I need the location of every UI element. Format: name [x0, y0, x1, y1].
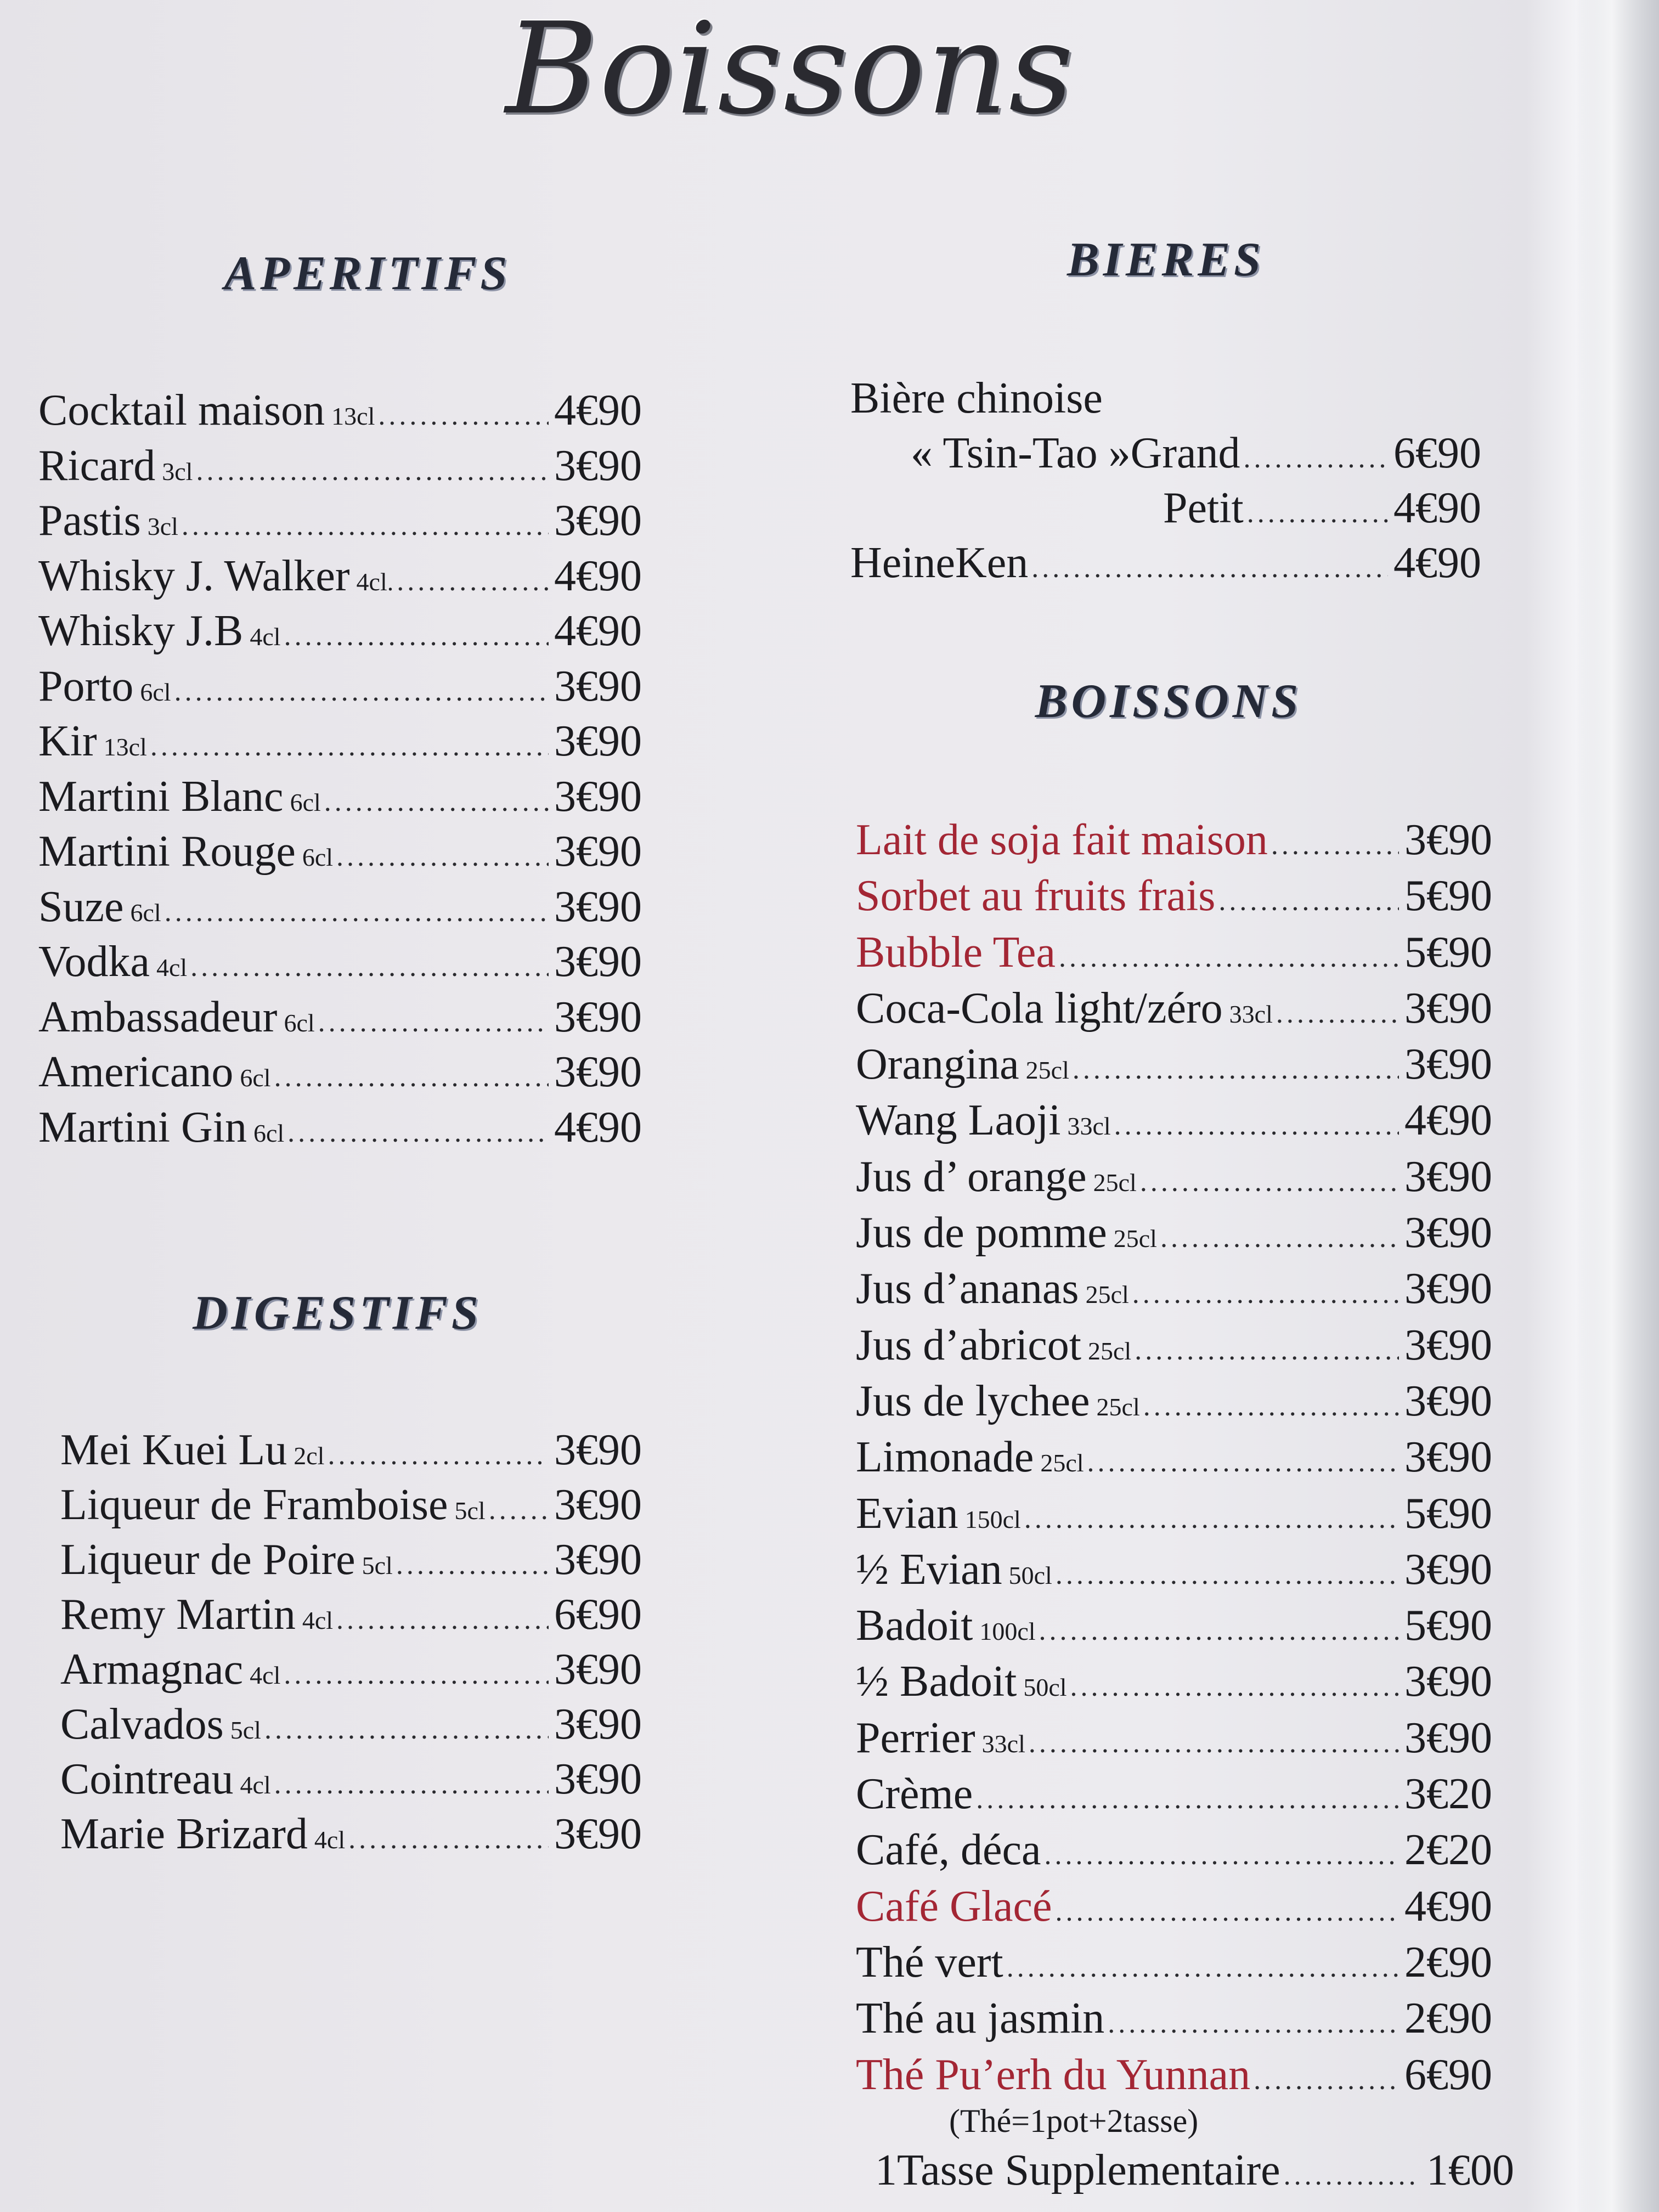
menu-item-row: [60, 1428, 642, 1483]
leader-dots: [174, 678, 549, 706]
item-volume: 33cl: [1067, 1112, 1111, 1141]
leader-dots: [1140, 1168, 1399, 1197]
item-name: Vodka: [38, 938, 150, 986]
item-price: 2€20: [1404, 1826, 1492, 1875]
tsingtao-petit-row: [1163, 486, 1481, 530]
item-volume: 33cl: [1229, 1000, 1273, 1028]
item-price: 3€90: [554, 1700, 642, 1748]
menu-item-row: [38, 1050, 642, 1105]
menu-item-row: [856, 874, 1492, 930]
item-price: 3€90: [1404, 816, 1492, 864]
item-name: Jus d’ orange: [856, 1152, 1087, 1201]
item-price: 3€90: [554, 992, 642, 1041]
item-volume: 5cl: [230, 1716, 261, 1744]
item-price: 5€90: [1404, 872, 1492, 921]
menu-item-row: [60, 1757, 642, 1812]
item-price: 2€90: [1404, 1994, 1492, 2043]
page-edge: [1580, 0, 1659, 2212]
item-volume: 25cl: [1040, 1449, 1084, 1477]
leader-dots: [150, 732, 549, 761]
item-volume: 4cl: [250, 623, 281, 651]
item-name: Porto: [38, 662, 134, 710]
leader-dots: [1284, 2162, 1421, 2190]
item-price: 3€90: [554, 717, 642, 765]
item-name: Perrier: [856, 1713, 975, 1762]
item-name: Thé vert: [856, 1938, 1003, 1987]
menu-item-row: [856, 1098, 1492, 1154]
menu-item-row: [856, 818, 1492, 874]
item-name: Marie Brizard: [60, 1810, 308, 1858]
leader-dots: [336, 1606, 549, 1634]
leader-dots: [396, 1551, 549, 1579]
item-name: Martini Blanc: [38, 772, 284, 821]
item-price: 3€90: [554, 827, 642, 876]
item-price: 3€90: [554, 496, 642, 545]
item-price: 6€90: [554, 1590, 642, 1639]
item-name: Kir: [38, 717, 97, 765]
item-volume: 6cl: [284, 1008, 315, 1037]
item-price: 3€90: [554, 1755, 642, 1803]
item-name: Calvados: [60, 1700, 224, 1748]
menu-item-row: [856, 1211, 1492, 1267]
item-volume: 25cl: [1096, 1392, 1140, 1421]
bieres-heading: BIERES: [1067, 233, 1265, 286]
item-price: 3€90: [554, 441, 642, 490]
item-volume: 6cl: [302, 843, 334, 871]
item-price: 3€90: [554, 1048, 642, 1096]
tsingtao-grand-label: « Tsin-Tao »Grand: [911, 429, 1240, 477]
menu-item-row: [60, 1702, 642, 1757]
item-name: Thé Pu’erh du Yunnan: [856, 2050, 1251, 2099]
menu-item-row: [38, 609, 642, 664]
leader-dots: [318, 1008, 549, 1037]
item-volume: 6cl: [140, 678, 171, 706]
leader-dots: [284, 1661, 549, 1689]
menu-item-row: [856, 1996, 1492, 2052]
item-name: Limonade: [856, 1433, 1034, 1482]
leader-dots: [182, 512, 549, 540]
item-name: Bubble Tea: [856, 928, 1056, 977]
heineken-row: [850, 541, 1481, 585]
bieres-section: [850, 233, 1481, 587]
item-volume: 4cl: [314, 1826, 346, 1854]
menu-item-row: [856, 1267, 1492, 1323]
menu-item-row: [38, 772, 642, 830]
item-name: Whisky J. Walker: [38, 551, 350, 600]
leader-dots: [1059, 944, 1399, 972]
item-price: 3€90: [1404, 1152, 1492, 1201]
item-volume: 4cl: [240, 1771, 271, 1799]
leader-dots: [264, 1716, 549, 1744]
leader-dots: [1132, 1280, 1399, 1308]
item-volume: 6cl: [253, 1119, 285, 1147]
digestifs-heading: DIGESTIFS: [193, 1286, 482, 1340]
item-price: 3€90: [1404, 1040, 1492, 1089]
item-volume: 4cl: [156, 953, 188, 981]
leader-dots: [1073, 1056, 1399, 1084]
item-price: 5€90: [1404, 1601, 1492, 1650]
item-name: Thé au jasmin: [856, 1994, 1105, 2043]
leader-dots: [274, 1063, 549, 1092]
menu-item-row: [60, 1483, 642, 1538]
item-name: Armagnac: [60, 1645, 244, 1694]
menu-item-row: [38, 664, 642, 720]
item-name: Remy Martin: [60, 1590, 296, 1639]
item-price: 3€90: [554, 772, 642, 821]
item-volume: 33cl: [981, 1729, 1025, 1758]
item-price: 4€90: [554, 386, 642, 435]
leader-dots: [1039, 1617, 1399, 1645]
menu-item-row: [38, 992, 642, 1051]
leader-dots: [1108, 2010, 1399, 2038]
item-name: ½ Badoit: [856, 1657, 1017, 1706]
item-price: 3€90: [554, 1536, 642, 1584]
item-name: Coca-Cola light/zéro: [856, 984, 1223, 1032]
menu-item-row: [60, 1812, 642, 1867]
leader-dots: [284, 622, 549, 651]
item-volume: 6cl: [290, 788, 321, 816]
leader-dots: [489, 1496, 549, 1525]
leader-dots: [1007, 1954, 1399, 1982]
leader-dots: [1218, 887, 1399, 916]
extra-cup-price: 1€00: [1426, 2146, 1514, 2194]
item-name: Wang Laoji: [856, 1096, 1061, 1145]
menu-item-row: [60, 1538, 642, 1593]
menu-item-row: [38, 496, 642, 554]
item-volume: 13cl: [103, 733, 147, 761]
item-name: Sorbet au fruits frais: [856, 872, 1216, 921]
menu-title: Boissons: [505, 0, 1075, 143]
leader-dots: [336, 843, 549, 871]
leader-dots: [1135, 1336, 1399, 1365]
leader-dots: [1271, 831, 1399, 860]
item-name: Jus de pomme: [856, 1209, 1107, 1257]
item-price: 3€90: [1404, 1209, 1492, 1257]
item-name: Lait de soja fait maison: [856, 816, 1268, 864]
item-volume: 4cl: [250, 1661, 281, 1689]
menu-item-row: [856, 1323, 1492, 1379]
menu-item-row: [38, 388, 642, 444]
menu-item-row: [856, 1489, 1492, 1548]
menu-item-row: [856, 1884, 1492, 1940]
aperitifs-section: [38, 247, 642, 1160]
item-name: Liqueur de Poire: [60, 1536, 356, 1584]
boissons-heading: BOISSONS: [1035, 675, 1302, 728]
leader-dots: [1114, 1111, 1399, 1140]
item-price: 3€90: [554, 938, 642, 986]
item-name: Badoit: [856, 1601, 973, 1650]
item-price: 3€20: [1404, 1770, 1492, 1819]
menu-item-row: [38, 551, 642, 610]
item-name: Jus de lychee: [856, 1376, 1090, 1425]
item-price: 3€90: [1404, 1265, 1492, 1313]
item-price: 3€90: [554, 1810, 642, 1858]
menu-item-row: [856, 1772, 1492, 1828]
digestifs-list: [60, 1428, 642, 1867]
item-price: 3€90: [554, 1426, 642, 1474]
boissons-list: [856, 818, 1492, 2109]
item-price: 3€90: [1404, 1657, 1492, 1706]
item-name: Café Glacé: [856, 1882, 1052, 1931]
heineken-label: HeineKen: [850, 539, 1029, 587]
leader-dots: [1247, 499, 1388, 528]
item-name: Ricard: [38, 441, 156, 490]
menu-item-row: [856, 1545, 1492, 1604]
menu-item-row: [38, 719, 642, 775]
item-volume: 5cl: [454, 1497, 486, 1525]
leader-dots: [274, 1770, 549, 1799]
leader-dots: [1056, 1561, 1399, 1589]
item-volume: 4cl: [302, 1606, 334, 1634]
menu-item-row: [38, 827, 642, 885]
item-price: 3€90: [1404, 1713, 1492, 1762]
item-price: 5€90: [1404, 928, 1492, 977]
menu-item-row: [38, 1105, 642, 1161]
tea-note: (Thé=1pot+2tasse): [949, 2102, 1199, 2139]
leader-dots: [1143, 1392, 1399, 1421]
item-price: 4€90: [1404, 1096, 1492, 1145]
item-price: 3€90: [554, 882, 642, 931]
aperitifs-heading: APERITIFS: [224, 247, 511, 300]
item-volume: 4cl.: [356, 567, 394, 596]
menu-item-row: [856, 1713, 1492, 1772]
item-volume: 25cl: [1113, 1224, 1157, 1253]
item-price: 3€90: [1404, 1545, 1492, 1594]
item-price: 3€90: [1404, 1376, 1492, 1425]
item-price: 4€90: [554, 551, 642, 600]
menu-item-row: [38, 940, 642, 995]
leader-dots: [1244, 444, 1388, 473]
item-name: Jus d’ananas: [856, 1265, 1079, 1313]
leader-dots: [324, 788, 549, 816]
menu-item-row: [856, 2050, 1492, 2109]
item-price: 5€90: [1404, 1489, 1492, 1538]
item-price: 3€90: [554, 662, 642, 710]
item-name: Americano: [38, 1048, 234, 1096]
menu-item-row: [60, 1590, 642, 1647]
menu-item-row: [856, 1376, 1492, 1435]
item-name: Ambassadeur: [38, 992, 278, 1041]
item-volume: 6cl: [240, 1064, 271, 1092]
leader-dots: [1024, 1505, 1399, 1533]
item-price: 6€90: [1404, 2050, 1492, 2099]
tsingtao-grand-row: [911, 431, 1481, 475]
item-name: Cointreau: [60, 1755, 234, 1803]
item-volume: 25cl: [1088, 1336, 1132, 1365]
item-price: 3€90: [1404, 1321, 1492, 1369]
item-name: ½ Evian: [856, 1545, 1002, 1594]
leader-dots: [196, 457, 549, 486]
aperitifs-list: [38, 388, 642, 1160]
item-volume: 25cl: [1085, 1280, 1129, 1309]
leader-dots: [378, 402, 549, 430]
boissons-section: [856, 675, 1514, 2194]
leader-dots: [1087, 1448, 1399, 1477]
item-price: 3€90: [1404, 1433, 1492, 1482]
item-volume: 150cl: [964, 1505, 1021, 1533]
item-volume: 3cl: [162, 457, 193, 486]
item-price: 3€90: [554, 1481, 642, 1529]
leader-dots: [165, 898, 549, 927]
heineken-price: 4€90: [1393, 539, 1481, 587]
leader-dots: [1031, 554, 1388, 583]
item-name: Jus d’abricot: [856, 1321, 1082, 1369]
item-name: Liqueur de Framboise: [60, 1481, 448, 1529]
item-volume: 6cl: [130, 898, 161, 927]
item-volume: 100cl: [979, 1617, 1036, 1646]
extra-cup-label: 1Tasse Supplementaire: [875, 2146, 1280, 2194]
digestifs-section: [60, 1286, 642, 1867]
extra-cup-row: [875, 2148, 1514, 2192]
leader-dots: [1276, 1000, 1399, 1028]
menu-item-row: [38, 882, 642, 940]
menu-item-row: [60, 1647, 642, 1702]
menu-item-row: [856, 1828, 1492, 1884]
leader-dots: [328, 1441, 549, 1470]
item-volume: 2cl: [294, 1442, 325, 1470]
item-volume: 3cl: [147, 512, 178, 540]
tsingtao-petit-price: 4€90: [1393, 484, 1481, 532]
item-name: Cocktail maison: [38, 386, 325, 435]
leader-dots: [190, 953, 549, 981]
chinese-beer-label: Bière chinoise: [850, 374, 1103, 422]
item-name: Pastis: [38, 496, 141, 545]
tsingtao-petit-label: Petit: [1163, 484, 1244, 532]
item-name: Mei Kuei Lu: [60, 1426, 287, 1474]
leader-dots: [1056, 1898, 1399, 1926]
tsingtao-grand-price: 6€90: [1393, 429, 1481, 477]
item-price: 4€90: [554, 1103, 642, 1152]
item-volume: 50cl: [1023, 1673, 1067, 1702]
item-volume: 25cl: [1025, 1056, 1069, 1085]
menu-item-row: [856, 1657, 1492, 1716]
menu-item-row: [856, 930, 1492, 986]
item-name: Orangina: [856, 1040, 1019, 1089]
menu-item-row: [856, 1601, 1492, 1660]
leader-dots: [1160, 1224, 1399, 1252]
leader-dots: [1070, 1673, 1399, 1701]
menu-item-row: [856, 1042, 1492, 1098]
leader-dots: [397, 567, 549, 596]
leader-dots: [1254, 2066, 1399, 2095]
item-price: 2€90: [1404, 1938, 1492, 1987]
item-volume: 5cl: [362, 1551, 393, 1579]
menu-item-row: [856, 1940, 1492, 1996]
item-price: 4€90: [554, 607, 642, 655]
item-price: 4€90: [1404, 1882, 1492, 1931]
leader-dots: [1045, 1841, 1399, 1870]
item-name: Martini Rouge: [38, 827, 296, 876]
item-price: 3€90: [1404, 984, 1492, 1032]
item-volume: 50cl: [1008, 1561, 1052, 1589]
item-name: Evian: [856, 1489, 958, 1538]
item-name: Suze: [38, 882, 124, 931]
item-name: Café, déca: [856, 1826, 1041, 1875]
menu-item-row: [856, 1435, 1492, 1491]
leader-dots: [976, 1785, 1399, 1814]
menu-item-row: [856, 1152, 1492, 1211]
item-name: Martini Gin: [38, 1103, 247, 1152]
menu-item-row: [856, 986, 1492, 1042]
leader-dots: [1029, 1729, 1399, 1758]
item-name: Crème: [856, 1770, 973, 1819]
item-volume: 25cl: [1093, 1168, 1137, 1197]
leader-dots: [287, 1119, 549, 1147]
leader-dots: [348, 1825, 549, 1854]
item-volume: 13cl: [331, 402, 375, 430]
menu-item-row: [38, 441, 642, 499]
item-price: 3€90: [554, 1645, 642, 1694]
item-name: Whisky J.B: [38, 607, 244, 655]
